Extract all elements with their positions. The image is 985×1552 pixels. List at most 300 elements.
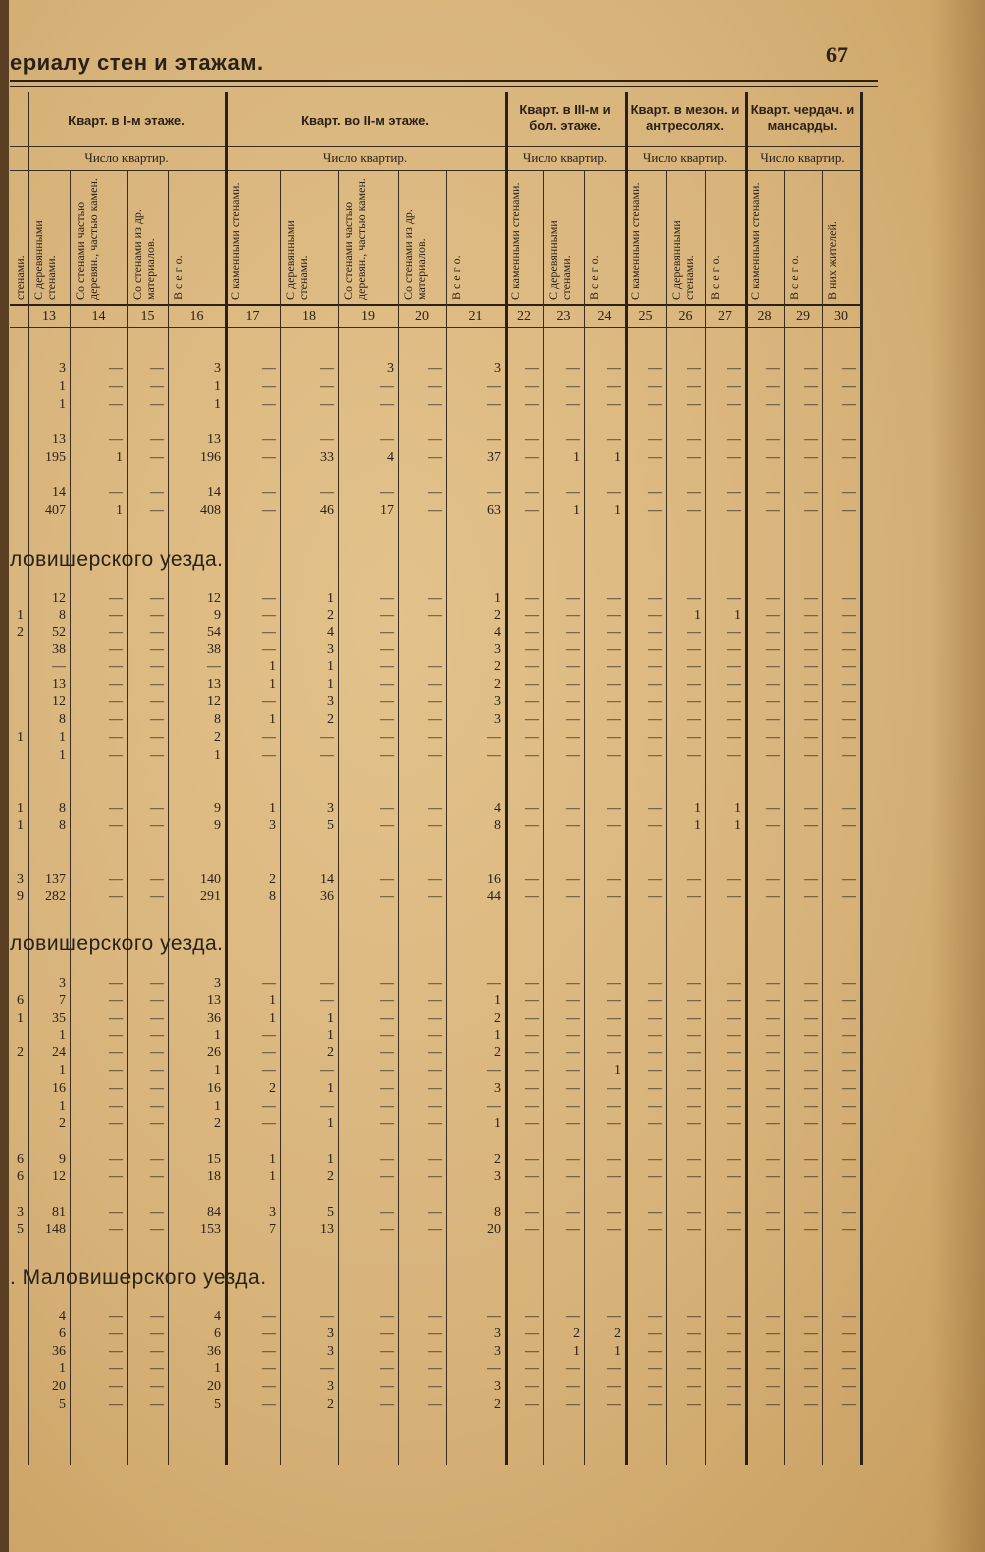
table-cell: 1 [269, 1169, 276, 1184]
group-header: Кварт. чердач. и мансарды. [750, 102, 855, 133]
table-cell: 9 [214, 818, 221, 833]
table-cell: — [766, 872, 780, 887]
table-cell: — [607, 591, 621, 606]
table-cell: — [109, 659, 123, 674]
table-cell: — [525, 1222, 539, 1237]
table-cell: — [566, 361, 580, 376]
column-header: С каменными стенами. [628, 182, 642, 300]
table-cell: 1 [269, 712, 276, 727]
column-rule [860, 92, 863, 1465]
table-cell: — [262, 432, 276, 447]
table-cell: — [842, 677, 856, 692]
table-cell: — [766, 1361, 780, 1376]
table-cell: 153 [200, 1222, 221, 1237]
table-cell: — [487, 1309, 501, 1324]
table-cell: — [766, 608, 780, 623]
table-cell: — [766, 976, 780, 991]
table-cell: 3 [494, 361, 501, 376]
table-cell: — [687, 1152, 701, 1167]
table-cell: — [648, 1222, 662, 1237]
table-cell: — [727, 1397, 741, 1412]
table-cell: 36 [207, 1344, 221, 1359]
table-cell: — [607, 1152, 621, 1167]
table-cell: 2 [494, 1397, 501, 1412]
table-cell: — [428, 485, 442, 500]
table-cell: — [525, 1169, 539, 1184]
section-title: ловишерского уезда. [10, 548, 224, 571]
table-cell: — [566, 889, 580, 904]
table-cell: — [487, 485, 501, 500]
table-cell: 2 [494, 608, 501, 623]
table-cell: — [727, 659, 741, 674]
table-cell: — [607, 1081, 621, 1096]
table-cell: — [648, 503, 662, 518]
table-cell: — [380, 993, 394, 1008]
column-number: 16 [189, 309, 204, 324]
table-cell: — [428, 1011, 442, 1026]
table-cell: — [380, 1326, 394, 1341]
table-cell: — [727, 1169, 741, 1184]
table-cell: — [380, 1205, 394, 1220]
table-cell: — [566, 1011, 580, 1026]
table-cell: 1 [17, 801, 24, 816]
table-cell: — [150, 818, 164, 833]
table-cell: 1 [327, 591, 334, 606]
column-header: С деревянными стенами. [31, 220, 58, 300]
table-cell: — [262, 379, 276, 394]
table-cell: — [727, 1309, 741, 1324]
table-cell: 8 [494, 818, 501, 833]
table-cell: — [150, 748, 164, 763]
table-cell: — [804, 485, 818, 500]
table-cell: — [687, 485, 701, 500]
table-cell: — [607, 397, 621, 412]
table-cell: — [380, 872, 394, 887]
table-cell: 1 [327, 677, 334, 692]
table-cell: — [804, 694, 818, 709]
table-cell: — [766, 397, 780, 412]
column-number: 15 [140, 309, 155, 324]
table-cell: 16 [207, 1081, 221, 1096]
table-cell: — [687, 1169, 701, 1184]
group-subheader: Число квартир. [522, 150, 608, 165]
table-cell: — [262, 976, 276, 991]
table-cell: — [380, 1081, 394, 1096]
table-cell: — [262, 642, 276, 657]
table-cell: — [607, 976, 621, 991]
table-cell: — [687, 591, 701, 606]
table-cell: 9 [214, 801, 221, 816]
table-cell: — [687, 642, 701, 657]
table-cell: — [109, 872, 123, 887]
table-cell: — [525, 432, 539, 447]
table-cell: — [262, 748, 276, 763]
table-cell: — [320, 1361, 334, 1376]
table-cell: — [648, 730, 662, 745]
table-cell: — [727, 591, 741, 606]
table-cell: — [648, 1116, 662, 1131]
column-number: 29 [796, 309, 810, 324]
table-cell: 12 [207, 694, 221, 709]
table-cell: — [380, 1309, 394, 1324]
table-cell: — [842, 450, 856, 465]
table-cell: — [150, 1344, 164, 1359]
table-cell: — [525, 1205, 539, 1220]
table-cell: — [648, 1379, 662, 1394]
table-cell: — [525, 1081, 539, 1096]
table-cell: — [525, 748, 539, 763]
table-cell: — [566, 677, 580, 692]
table-cell: 3 [269, 818, 276, 833]
table-cell: — [320, 485, 334, 500]
table-cell: 1 [614, 450, 621, 465]
table-cell: — [262, 730, 276, 745]
table-cell: — [727, 694, 741, 709]
table-cell: — [607, 818, 621, 833]
table-cell: — [262, 1379, 276, 1394]
table-cell: — [380, 642, 394, 657]
table-cell: — [842, 1361, 856, 1376]
table-cell: — [842, 1028, 856, 1043]
table-cell: — [648, 1397, 662, 1412]
table-cell: — [842, 694, 856, 709]
table-cell: — [842, 872, 856, 887]
table-cell: — [262, 1099, 276, 1114]
table-cell: — [566, 694, 580, 709]
table-cell: — [150, 872, 164, 887]
table-cell: — [727, 1099, 741, 1114]
table-cell: — [648, 361, 662, 376]
table-cell: 1 [494, 993, 501, 1008]
table-cell: — [727, 1081, 741, 1096]
table-cell: 20 [52, 1379, 66, 1394]
table-cell: — [842, 1205, 856, 1220]
table-cell: — [648, 608, 662, 623]
book-gutter [0, 0, 9, 1552]
table-cell: — [804, 591, 818, 606]
column-header: С деревянными стенами. [546, 220, 573, 300]
table-cell: — [842, 485, 856, 500]
table-cell: 1 [17, 608, 24, 623]
table-cell: 13 [320, 1222, 334, 1237]
table-cell: 1 [59, 1099, 66, 1114]
table-cell: 6 [214, 1326, 221, 1341]
table-cell: 38 [52, 642, 66, 657]
table-cell: 4 [327, 625, 334, 640]
table-cell: — [804, 712, 818, 727]
table-cell: — [525, 976, 539, 991]
table-cell: — [428, 608, 442, 623]
table-cell: — [428, 1045, 442, 1060]
table-cell: 1 [327, 1116, 334, 1131]
table-cell: — [687, 889, 701, 904]
table-cell: 6 [17, 993, 24, 1008]
column-header: Со стенами из др. материалов. [130, 209, 157, 300]
table-cell: — [109, 1045, 123, 1060]
table-cell: 9 [59, 1152, 66, 1167]
table-cell: 6 [17, 1169, 24, 1184]
table-cell: — [766, 712, 780, 727]
table-cell: — [525, 659, 539, 674]
table-cell: 3 [494, 712, 501, 727]
table-cell: — [648, 1326, 662, 1341]
table-cell: — [109, 1152, 123, 1167]
table-cell: — [428, 1344, 442, 1359]
table-cell: — [525, 608, 539, 623]
column-number: 27 [718, 309, 732, 324]
table-cell: — [428, 1205, 442, 1220]
table-cell: 1 [17, 1011, 24, 1026]
table-cell: 4 [387, 450, 394, 465]
table-cell: — [804, 432, 818, 447]
table-cell: — [566, 1045, 580, 1060]
table-cell: — [428, 1326, 442, 1341]
table-cell: — [687, 872, 701, 887]
table-cell: 1 [269, 677, 276, 692]
table-cell: — [380, 1222, 394, 1237]
table-cell: 1 [494, 1116, 501, 1131]
table-cell: — [842, 801, 856, 816]
table-cell: — [262, 1309, 276, 1324]
table-cell: — [109, 1081, 123, 1096]
table-cell: — [804, 1205, 818, 1220]
column-header: В с е г о. [449, 255, 463, 300]
table-cell: — [607, 1379, 621, 1394]
table-cell: — [648, 1081, 662, 1096]
table-cell: — [727, 1045, 741, 1060]
table-cell: 2 [327, 1397, 334, 1412]
table-cell: — [150, 1028, 164, 1043]
table-cell: — [607, 1222, 621, 1237]
table-cell: — [262, 1045, 276, 1060]
table-cell: — [766, 801, 780, 816]
table-cell: — [766, 1205, 780, 1220]
table-cell: — [262, 694, 276, 709]
table-cell: — [262, 397, 276, 412]
table-cell: — [150, 397, 164, 412]
table-cell: — [150, 1045, 164, 1060]
table-cell: — [109, 889, 123, 904]
table-cell: — [766, 1152, 780, 1167]
table-cell: — [525, 1344, 539, 1359]
table-cell: — [525, 730, 539, 745]
table-cell: — [727, 1326, 741, 1341]
table-cell: 12 [52, 1169, 66, 1184]
table-cell: — [687, 1011, 701, 1026]
table-cell: — [428, 1222, 442, 1237]
table-cell: — [607, 889, 621, 904]
table-cell: 2 [573, 1326, 580, 1341]
group-subheader: Число квартир. [760, 150, 845, 165]
table-cell: — [428, 993, 442, 1008]
table-cell: — [842, 659, 856, 674]
table-cell: — [109, 1028, 123, 1043]
table-cell: 2 [494, 677, 501, 692]
table-cell: 282 [45, 889, 66, 904]
table-cell: 44 [487, 889, 501, 904]
table-cell: — [262, 591, 276, 606]
table-cell: — [687, 1045, 701, 1060]
table-cell: — [525, 1326, 539, 1341]
table-cell: — [566, 1222, 580, 1237]
table-cell: — [320, 361, 334, 376]
column-number: 13 [42, 309, 56, 324]
table-cell: — [804, 608, 818, 623]
table-cell: — [109, 1011, 123, 1026]
table-cell: — [109, 1326, 123, 1341]
table-cell: 1 [214, 1028, 221, 1043]
table-cell: 1 [214, 1361, 221, 1376]
table-cell: — [487, 1063, 501, 1078]
table-cell: — [566, 872, 580, 887]
table-cell: 1 [59, 1028, 66, 1043]
table-cell: — [380, 730, 394, 745]
table-cell: — [150, 1397, 164, 1412]
table-cell: — [607, 748, 621, 763]
table-cell: — [727, 1152, 741, 1167]
table-cell: — [687, 1309, 701, 1324]
table-cell: — [804, 1063, 818, 1078]
column-header: Со стенами из др. материалов. [401, 209, 428, 300]
table-cell: — [262, 1361, 276, 1376]
table-cell: — [109, 361, 123, 376]
table-cell: — [766, 748, 780, 763]
table-cell: — [566, 1099, 580, 1114]
table-cell: 26 [207, 1045, 221, 1060]
table-cell: — [804, 1397, 818, 1412]
table-cell: — [727, 1361, 741, 1376]
table-cell: 5 [327, 818, 334, 833]
table-cell: — [109, 1222, 123, 1237]
table-cell: — [766, 659, 780, 674]
table-cell: — [566, 1081, 580, 1096]
table-cell: — [109, 976, 123, 991]
table-cell: — [727, 450, 741, 465]
table-cell: — [566, 976, 580, 991]
table-cell: — [566, 801, 580, 816]
table-cell: 1 [327, 1028, 334, 1043]
table-cell: — [766, 503, 780, 518]
table-cell: — [687, 1344, 701, 1359]
table-cell: — [804, 659, 818, 674]
table-cell: — [320, 379, 334, 394]
table-cell: — [648, 1361, 662, 1376]
table-cell: 63 [487, 503, 501, 518]
table-cell: — [525, 1063, 539, 1078]
table-cell: — [766, 1011, 780, 1026]
table-cell: — [648, 450, 662, 465]
table-cell: — [842, 1222, 856, 1237]
header-rule [10, 327, 860, 328]
table-cell: — [150, 1081, 164, 1096]
table-cell: 12 [207, 591, 221, 606]
table-cell: — [766, 450, 780, 465]
table-cell: — [150, 712, 164, 727]
table-cell: 3 [17, 872, 24, 887]
table-cell: — [727, 379, 741, 394]
table-cell: 6 [17, 1152, 24, 1167]
table-cell: 54 [207, 625, 221, 640]
table-cell: — [525, 712, 539, 727]
table-cell: — [804, 872, 818, 887]
table-cell: — [566, 659, 580, 674]
table-cell: 84 [207, 1205, 221, 1220]
table-cell: 3 [494, 694, 501, 709]
table-cell: 1 [694, 818, 701, 833]
table-cell: — [428, 1099, 442, 1114]
table-cell: — [607, 1205, 621, 1220]
table-cell: — [566, 1361, 580, 1376]
table-cell: — [566, 1028, 580, 1043]
table-cell: — [804, 1116, 818, 1131]
table-cell: — [428, 730, 442, 745]
table-cell: — [648, 889, 662, 904]
table-cell: 1 [327, 1152, 334, 1167]
table-cell: 13 [52, 432, 66, 447]
table-cell: — [52, 659, 66, 674]
table-cell: 36 [207, 1011, 221, 1026]
table-cell: — [150, 1099, 164, 1114]
table-cell: 24 [52, 1045, 66, 1060]
table-cell: 1 [573, 450, 580, 465]
table-cell: — [262, 485, 276, 500]
table-cell: — [842, 712, 856, 727]
table-cell: 1 [214, 748, 221, 763]
table-cell: — [109, 748, 123, 763]
table-cell: 52 [52, 625, 66, 640]
table-cell: — [804, 1152, 818, 1167]
table-cell: — [109, 1379, 123, 1394]
column-rule [745, 92, 748, 1465]
table-cell: — [428, 1379, 442, 1394]
table-cell: — [842, 591, 856, 606]
table-cell: — [842, 361, 856, 376]
table-cell: 137 [45, 872, 66, 887]
table-cell: — [687, 1326, 701, 1341]
table-cell: — [150, 379, 164, 394]
column-rule [505, 92, 508, 1465]
table-cell: — [525, 1309, 539, 1324]
table-cell: — [687, 1205, 701, 1220]
table-cell: — [687, 1028, 701, 1043]
table-cell: 1 [59, 397, 66, 412]
table-cell: — [428, 397, 442, 412]
table-cell: 1 [269, 993, 276, 1008]
table-cell: — [607, 608, 621, 623]
table-cell: — [804, 1081, 818, 1096]
table-cell: — [648, 1045, 662, 1060]
table-cell: — [766, 818, 780, 833]
table-cell: — [428, 694, 442, 709]
column-number: 21 [468, 309, 483, 324]
table-cell: — [687, 1361, 701, 1376]
table-cell: — [842, 503, 856, 518]
table-cell: — [566, 625, 580, 640]
table-cell: 9 [214, 608, 221, 623]
table-cell: — [262, 1326, 276, 1341]
table-cell: 20 [207, 1379, 221, 1394]
table-cell: — [842, 1379, 856, 1394]
table-cell: — [607, 1361, 621, 1376]
table-cell: — [804, 1028, 818, 1043]
table-cell: — [687, 730, 701, 745]
table-cell: 3 [327, 642, 334, 657]
table-cell: — [727, 712, 741, 727]
table-cell: — [262, 361, 276, 376]
table-cell: — [109, 677, 123, 692]
table-cell: — [648, 1344, 662, 1359]
table-cell: 1 [269, 1152, 276, 1167]
